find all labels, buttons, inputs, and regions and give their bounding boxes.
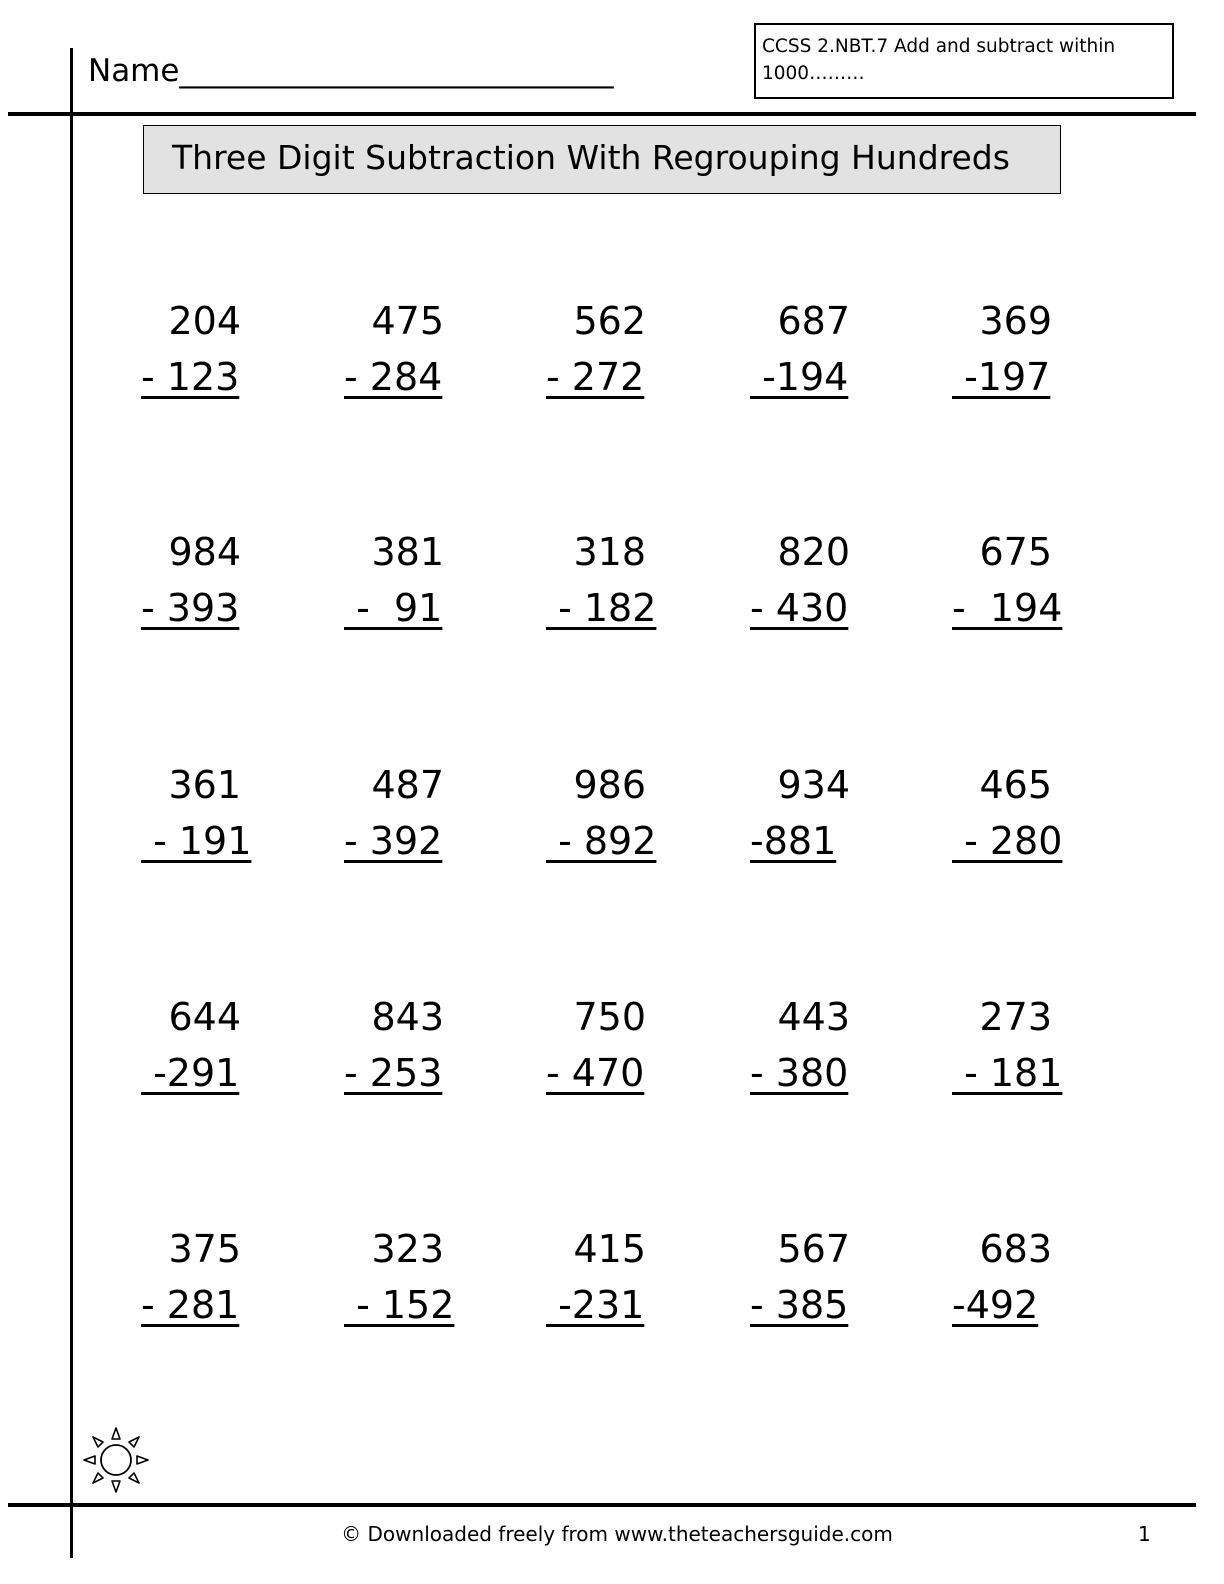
minuend: 465 — [979, 763, 1052, 807]
minuend: 750 — [573, 995, 646, 1039]
subtraction-problem — [141, 992, 261, 1112]
minuend: 415 — [573, 1227, 646, 1271]
subtrahend: - 280 — [952, 819, 1063, 863]
subtrahend: -881 — [750, 819, 837, 863]
subtrahend: - 152 — [344, 1283, 455, 1327]
subtrahend: - 181 — [952, 1051, 1063, 1095]
subtrahend: - 182 — [546, 586, 657, 630]
subtraction-problem — [952, 527, 1072, 647]
subtraction-problem — [344, 527, 464, 647]
subtrahend: - 272 — [546, 355, 645, 399]
subtraction-problem — [750, 296, 870, 416]
minuend: 644 — [168, 995, 241, 1039]
subtrahend: - 191 — [141, 819, 252, 863]
subtraction-problem — [141, 527, 261, 647]
subtrahend: -197 — [952, 355, 1051, 399]
subtrahend: - 91 — [344, 586, 443, 630]
minuend: 683 — [979, 1227, 1052, 1271]
subtrahend: - 470 — [546, 1051, 645, 1095]
subtrahend: -291 — [141, 1051, 240, 1095]
subtraction-problem — [344, 1224, 464, 1344]
subtraction-problem — [546, 296, 666, 416]
subtraction-problem — [952, 992, 1072, 1112]
subtraction-problem — [952, 296, 1072, 416]
standard-box: CCSS 2.NBT.7 Add and subtract within 1000……… — [754, 23, 1174, 99]
subtrahend: - 194 — [952, 586, 1063, 630]
subtraction-problem — [546, 1224, 666, 1344]
subtraction-problem — [344, 296, 464, 416]
minuend: 567 — [777, 1227, 850, 1271]
minuend: 984 — [168, 530, 241, 574]
minuend: 273 — [979, 995, 1052, 1039]
minuend: 375 — [168, 1227, 241, 1271]
subtrahend: -194 — [750, 355, 849, 399]
subtraction-problem — [546, 760, 666, 880]
subtrahend: - 385 — [750, 1283, 849, 1327]
subtraction-problem — [141, 1224, 261, 1344]
minuend: 204 — [168, 299, 241, 343]
page-number: 1 — [1138, 1522, 1151, 1546]
minuend: 986 — [573, 763, 646, 807]
subtrahend: - 253 — [344, 1051, 443, 1095]
subtrahend: - 123 — [141, 355, 240, 399]
subtrahend: - 892 — [546, 819, 657, 863]
subtraction-problem — [344, 992, 464, 1112]
subtraction-problem — [952, 1224, 1072, 1344]
minuend: 323 — [371, 1227, 444, 1271]
subtrahend: - 430 — [750, 586, 849, 630]
subtraction-problem — [952, 760, 1072, 880]
footer-credit: © Downloaded freely from www.theteachersguide.com — [341, 1522, 893, 1546]
subtrahend: - 393 — [141, 586, 240, 630]
minuend: 562 — [573, 299, 646, 343]
subtraction-problem — [750, 1224, 870, 1344]
minuend: 369 — [979, 299, 1052, 343]
subtraction-problem — [141, 296, 261, 416]
sun-icon — [82, 1424, 150, 1496]
subtrahend: - 380 — [750, 1051, 849, 1095]
subtrahend: -492 — [952, 1283, 1039, 1327]
minuend: 675 — [979, 530, 1052, 574]
minuend: 381 — [371, 530, 444, 574]
subtraction-problem — [141, 760, 261, 880]
subtrahend: - 281 — [141, 1283, 240, 1327]
subtraction-problem — [750, 760, 870, 880]
subtraction-problem — [750, 527, 870, 647]
minuend: 687 — [777, 299, 850, 343]
subtrahend: - 392 — [344, 819, 443, 863]
subtrahend: -231 — [546, 1283, 645, 1327]
subtraction-problem — [344, 760, 464, 880]
minuend: 361 — [168, 763, 241, 807]
minuend: 475 — [371, 299, 444, 343]
minuend: 443 — [777, 995, 850, 1039]
worksheet-title: Three Digit Subtraction With Regrouping Hundreds — [143, 125, 1061, 194]
minuend: 318 — [573, 530, 646, 574]
name-label: Name____________________________ — [88, 53, 614, 89]
subtrahend: - 284 — [344, 355, 443, 399]
minuend: 843 — [371, 995, 444, 1039]
minuend: 487 — [371, 763, 444, 807]
minuend: 934 — [777, 763, 850, 807]
minuend: 820 — [777, 530, 850, 574]
subtraction-problem — [750, 992, 870, 1112]
subtraction-problem — [546, 992, 666, 1112]
subtraction-problem — [546, 527, 666, 647]
